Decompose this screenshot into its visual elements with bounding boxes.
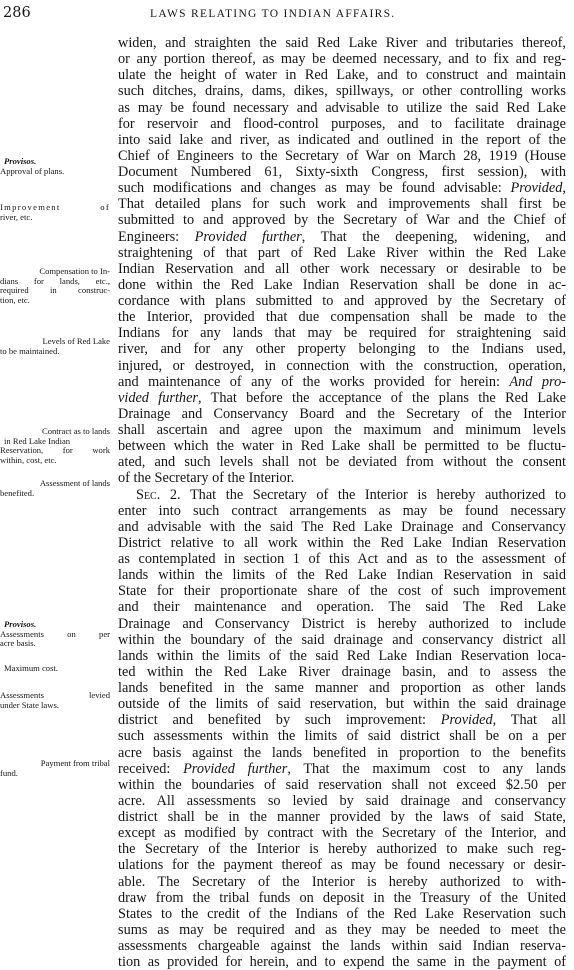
margin-note-line: in Red Lake Indian <box>4 435 71 446</box>
body-line: such modifications and changes as may be found advisable: Provided, <box>118 180 566 197</box>
margin-note-line: river, etc. <box>0 211 33 222</box>
body-line: sums as may be required and as they may be needed to meet the <box>118 921 566 938</box>
body-line: done within the Red Lake Indian Reservation shall be done in ac- <box>118 276 566 293</box>
margin-note-line: Reservation, for work <box>0 445 110 456</box>
body-line: into said lake and river, as indicated and outlined in the report of the <box>118 131 566 148</box>
margin-note-line: fund. <box>0 767 18 778</box>
body-line: received: Provided further, That the maximum cost to any lands <box>118 760 566 777</box>
margin-note-line: Provisos. <box>4 619 37 629</box>
body-line: Sec. 2. That the Secretary of the Interior is hereby authorized to <box>136 486 566 503</box>
margin-note-approval-of-plans <box>0 157 110 176</box>
margin-note-line: required in construc- <box>0 285 110 296</box>
body-line: injured, or destroyed, in connection with the construction, operation, <box>118 357 566 374</box>
body-line: That detailed plans for such work and improvements shall first be <box>118 196 566 213</box>
body-line: outside of the limits of said reservation, but within the said drainage <box>118 696 566 713</box>
margin-note-payment-from-tribal-fund <box>0 759 110 778</box>
body-line: between which the water in Red Lake shall be permitted to be fluctu- <box>118 438 566 455</box>
body-line: lands within the limits of the said Red Lake Indian Reservation loca- <box>118 647 566 664</box>
margin-note-line: Assessment of lands <box>39 478 110 488</box>
body-line: Indians for any lands that may be required for straightening said <box>118 325 566 342</box>
margin-note-improvement-of-river <box>0 203 110 222</box>
body-line: and advisable with the said The Red Lake Drainage and Conservancy <box>118 518 566 535</box>
body-line: within the boundaries of said reservation shall not exceed $2.50 per <box>118 776 566 793</box>
margin-note-line: Payment from tribal <box>40 758 110 768</box>
body-line: for reservoir and flood-control purposes, and to facilitate drainage <box>118 115 566 132</box>
body-line: ted within the Red Lake River drainage basin, and to assess the <box>118 663 566 680</box>
body-line: States to the credit of the Indians of the Red Lake Reservation such <box>118 905 566 922</box>
body-line: able. The Secretary of the Interior is hereby authorized to with- <box>118 873 566 890</box>
body-line: ulate the height of water in Red Lake, and to construct and maintain <box>118 67 566 84</box>
body-line: assessments chargeable against the lands within said Indian reserva- <box>118 938 566 954</box>
margin-note-line: Approval of plans. <box>0 165 65 176</box>
margin-note-line: dians for lands, etc., <box>0 275 110 286</box>
body-line: or any portion thereof, as may be deemed necessary, and to fix and reg- <box>118 51 566 68</box>
body-line: widen, and straighten the said Red Lake River and tributaries thereof, <box>118 35 566 51</box>
body-line: District relative to all work within the Red Lake Indian Reservation <box>118 534 566 551</box>
margin-note-line: Assessments levied <box>0 690 110 700</box>
margin-note-line: Maximum cost. <box>4 663 58 673</box>
body-line: of the Secretary of the Interior. <box>118 470 295 487</box>
body-line: draw from the tribal funds on deposit in the Treasury of the United <box>118 889 566 906</box>
margin-note-line: tion, etc. <box>0 294 30 305</box>
body-line: as may be found necessary and advisable to utilize the said Red Lake <box>118 99 566 116</box>
body-line: river, and for any other property belonging to the Indians used, <box>118 341 566 358</box>
margin-note-line: acre basis. <box>0 638 36 649</box>
body-line: such assessments within the limits of said district shall be on a per <box>118 728 566 745</box>
body-line: the Secretary of the Interior is hereby authorized to make such reg- <box>118 841 566 858</box>
body-line: such ditches, drains, dams, dikes, spillways, or other controlling works <box>118 83 566 100</box>
margin-note-line: Contract as to lands <box>41 426 110 436</box>
margin-note-line: Levels of Red Lake <box>42 336 110 346</box>
body-line: except as modified by contract with the Secretary of the Interior, and <box>118 825 566 842</box>
margin-note-line: Assessments on per <box>0 628 110 639</box>
body-line: State for their proportionate share of the cost of such improvement <box>118 583 566 600</box>
body-line: district and benefited by such improvement: Provided, That all <box>118 712 566 729</box>
body-line: and maintenance of any of the works provided for herein: And pro- <box>118 373 566 390</box>
body-line: lands benefited in the same manner and proportion as other lands <box>118 680 566 696</box>
body-line: as contemplated in section 1 of this Act and as to the assessment of <box>118 551 566 567</box>
page-number: 286 <box>3 5 31 21</box>
margin-note-contract <box>0 427 110 465</box>
margin-note-per-acre-basis <box>0 620 110 649</box>
margin-note-line: benefited. <box>0 487 35 498</box>
margin-note-line: within, cost, etc. <box>0 454 57 465</box>
body-line: within the boundary of the said drainage and conservancy district all <box>118 631 566 648</box>
margin-note-line: Provisos. <box>4 156 37 166</box>
margin-note-assessment-of-lands <box>0 479 110 498</box>
margin-note-line: under State laws. <box>0 699 59 710</box>
body-line: shall ascertain and agree upon the maximum and minimum levels <box>118 422 566 438</box>
body-line: tion as provided for herein, and to expend the same in the payment of <box>118 954 566 970</box>
margin-note-compensation <box>0 267 110 305</box>
page-header <box>0 5 574 25</box>
body-line: and their maintenance and operation. The said The Red Lake <box>118 599 566 616</box>
margin-note-line: to be maintained. <box>0 345 60 356</box>
body-line: ulations for the payment thereof as may be found necessary or desir- <box>118 857 566 874</box>
body-line: ated, and such levels shall not be deviated from without the consent <box>118 454 566 471</box>
body-line: the Interior, provided that due compensation shall be made to the <box>118 309 566 326</box>
body-line: Drainage and Conservancy Board and the Secretary of the Interior <box>118 405 566 422</box>
running-head: LAWS RELATING TO INDIAN AFFAIRS. <box>150 8 396 20</box>
body-line: vided further, That before the acceptance of the plans the Red Lake <box>118 389 567 406</box>
body-line: Chief of Engineers to the Secretary of War on March 28, 1919 (House <box>118 147 566 164</box>
body-line: lands within the limits of the Red Lake Indian Reservation in said <box>118 567 566 584</box>
body-line: acre. All assessments so levied by said drainage and conservancy <box>118 792 566 809</box>
body-line: enter into such contract arrangements as may be found necessary <box>118 502 566 519</box>
body-line: Indian Reservation and all other work necessary or desirable to be <box>118 260 566 277</box>
body-line: Drainage and Conservancy District is hereby authorized to include <box>118 615 566 632</box>
body-line: Engineers: Provided further, That the deepening, widening, and <box>118 228 566 245</box>
margin-note-levels-of-red-lake <box>0 337 110 356</box>
margin-note-line: Improvement of <box>0 202 110 212</box>
body-line: submitted to and approved by the Secretary of War and the Chief of <box>118 212 566 229</box>
margin-note-assessments-levied <box>0 691 110 710</box>
body-line: cordance with plans submitted to and approved by the Secretary of <box>118 293 566 309</box>
body-line: acre basis against the lands benefited in proportion to the benefits <box>118 744 566 761</box>
body-line: Document Numbered 61, Sixty-sixth Congress, first session), with <box>118 164 566 180</box>
body-line: straightening of that part of Red Lake River within the Red Lake <box>118 244 566 261</box>
margin-note-maximum-cost <box>0 664 110 674</box>
margin-note-line: Compensation to In- <box>39 266 110 276</box>
body-text <box>118 35 566 970</box>
body-line: district shall be in the manner provided by the laws of said State, <box>118 809 566 825</box>
